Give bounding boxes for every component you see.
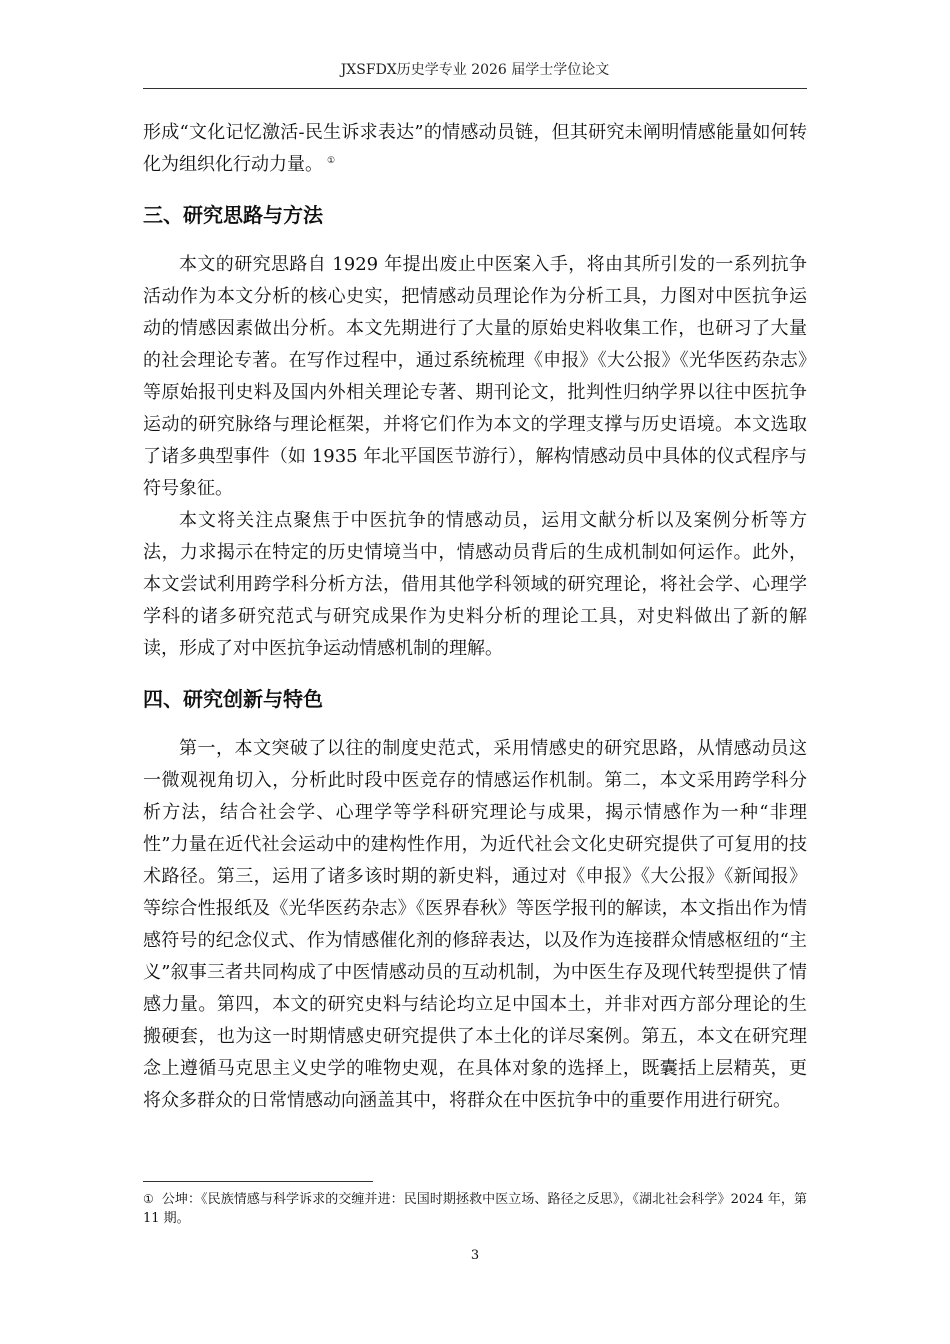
section-heading-4: 四、研究创新与特色 (143, 687, 323, 711)
footnote-text: 公坤：《民族情感与科学诉求的交缠并进：民国时期拯救中医立场、路径之反思》，《湖北社会科学》2024 年，第 11 期。 (143, 1192, 808, 1226)
continuation-text: 形成“文化记忆激活-民生诉求表达”的情感动员链，但其研究未阐明情感能量如何转化为组织化行动力量。 (143, 122, 807, 175)
section4-paragraph-1: 第一，本文突破了以往的制度史范式，采用情感史的研究思路，从情感动员这一微观视角切入，分析此时段中医竞存的情感运作机制。第二，本文采用跨学科分析方法，结合社会学、心理学等学科研究理论与成果，揭示情感作为一种“非理性”力量在近代社会运动中的建构性作用，为近代社会文化史研究提供了可复用的技术路径。第三，运用了诸多该时期的新史料，通过对《申报》《大公报》《新闻报》等综合性报纸及《光华医药杂志》《医界春秋》等医学报刊的解读，本文指出作为情感符号的纪念仪式、作为情感催化剂的修辞表达，以及作为连接群众情感枢纽的“主义”叙事三者共同构成了中医情感动员的互动机制，为中医生存及现代转型提供了情感力量。第四，本文的研究史料与结论均立足中国本土，并非对西方部分理论的生搬硬套，也为这一时期情感史研究提供了本土化的详尽案例。第五，本文在研究理念上遵循马克思主义史学的唯物史观，在具体对象的选择上，既囊括上层精英，更将众多群众的日常情感动向涵盖其中，将群众在中医抗争中的重要作用进行研究。 (143, 738, 807, 1111)
section3-paragraph-2: 本文将关注点聚焦于中医抗争的情感动员，运用文献分析以及案例分析等方法，力求揭示在特定的历史情境当中，情感动员背后的生成机制如何运作。此外，本文尝试利用跨学科分析方法，借用其他学科领域的研究理论，将社会学、心理学学科的诸多研究范式与研究成果作为史料分析的理论工具，对史料做出了新的解读，形成了对中医抗争运动情感机制的理解。 (143, 510, 807, 659)
section-heading-3: 三、研究思路与方法 (143, 203, 323, 227)
running-header: JXSFDX历史学专业 2026 届学士学位论文 (340, 62, 610, 78)
footnote-rule (143, 1181, 373, 1182)
footnote-reference[interactable]: ① (327, 156, 336, 166)
footnote (143, 1190, 807, 1228)
section3-paragraph-1: 本文的研究思路自 1929 年提出废止中医案入手，将由其所引发的一系列抗争活动作为本文分析的核心史实，把情感动员理论作为分析工具，力图对中医抗争运动的情感因素做出分析。本文先期进行了大量的原始史料收集工作，也研习了大量的社会理论专著。在写作过程中，通过系统梳理《申报》《大公报》《光华医药杂志》等原始报刊史料及国内外相关理论专著、期刊论文，批判性归纳学界以往中医抗争运动的研究脉络与理论框架，并将它们作为本文的学理支撑与历史语境。本文选取了诸多典型事件（如 1935 年北平国医节游行），解构情感动员中具体的仪式程序与符号象征。 (143, 254, 807, 499)
continuation-paragraph (143, 117, 807, 181)
body-text (143, 117, 807, 1117)
page-number: 3 (470, 1248, 480, 1263)
header-rule (143, 88, 807, 89)
footnote-mark: ① (143, 1192, 154, 1206)
